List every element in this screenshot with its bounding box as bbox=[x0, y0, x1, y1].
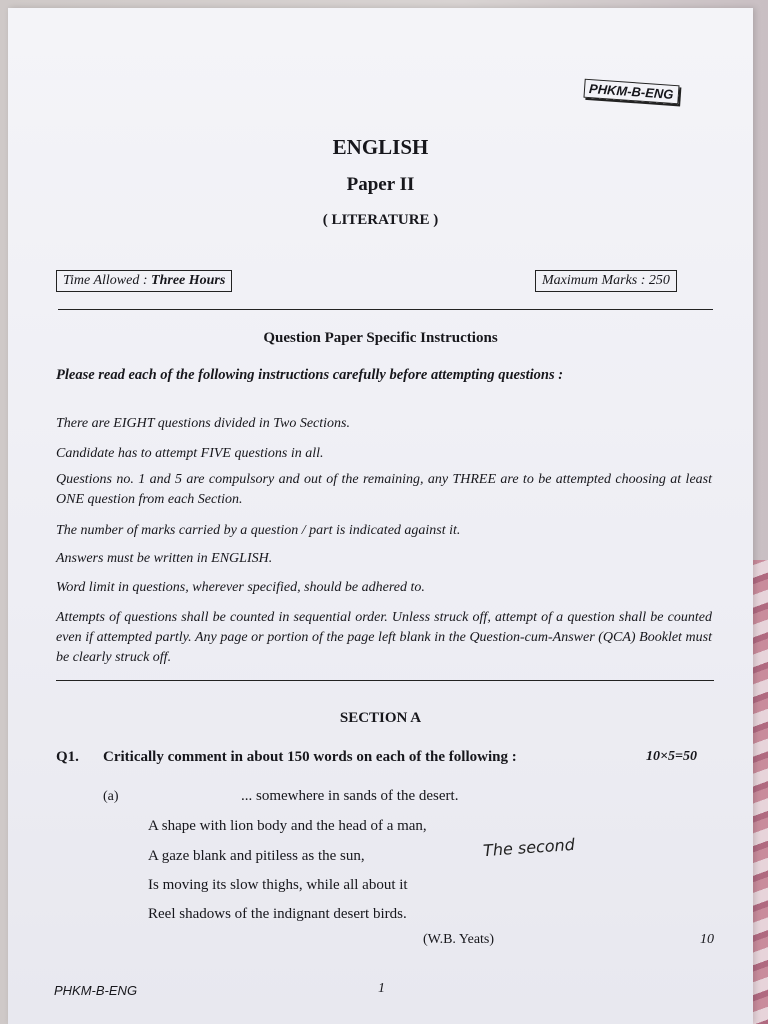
instructions-intro: Please read each of the following instructions carefully before attempting questions : bbox=[56, 367, 564, 383]
time-allowed-box bbox=[56, 270, 232, 292]
instruction-item: Attempts of questions shall be counted in sequential order. Unless struck off, attempt of a question shall be counted even if attempted partly. Any page or portion of the page left blank in the Question-cum-Answer (QCA) Booklet must be clearly struck off. bbox=[56, 610, 712, 665]
instruction-item: Candidate has to attempt FIVE questions in all. bbox=[56, 446, 324, 461]
instructions-heading: Question Paper Specific Instructions bbox=[263, 330, 498, 346]
paper-type: ( LITERATURE ) bbox=[322, 212, 439, 228]
question-marks: 10×5=50 bbox=[646, 749, 697, 764]
part-label: (a) bbox=[103, 789, 119, 804]
poem-line: A shape with lion body and the head of a man, bbox=[148, 818, 427, 834]
handwritten-note: The second bbox=[482, 834, 576, 861]
instruction-item: Word limit in questions, wherever specified, should be adhered to. bbox=[56, 580, 425, 595]
header-divider bbox=[58, 309, 713, 310]
paper-number: Paper II bbox=[346, 174, 415, 195]
part-marks: 10 bbox=[700, 932, 714, 947]
subject-title: ENGLISH bbox=[332, 135, 429, 159]
section-title: SECTION A bbox=[339, 710, 422, 726]
maximum-marks-box bbox=[535, 270, 677, 292]
poem-attribution: (W.B. Yeats) bbox=[423, 932, 495, 947]
instructions-divider bbox=[56, 680, 714, 681]
marks-label: Maximum Marks : bbox=[542, 273, 649, 288]
poem-line: A gaze blank and pitiless as the sun, bbox=[148, 848, 365, 864]
instruction-item: There are EIGHT questions divided in Two Sections. bbox=[56, 416, 350, 431]
poem-line: ... somewhere in sands of the desert. bbox=[241, 788, 459, 804]
poem-line: Is moving its slow thighs, while all about it bbox=[148, 877, 408, 893]
poem-line: Reel shadows of the indignant desert birds. bbox=[148, 906, 407, 922]
footer-paper-code: PHKM-B-ENG bbox=[54, 983, 138, 998]
marks-value: 250 bbox=[648, 273, 670, 288]
paper-code-box: PHKM-B-ENG bbox=[583, 79, 679, 105]
instruction-item: Questions no. 1 and 5 are compulsory and out of the remaining, any THREE are to be attempted choosing at least ONE question from each Section. bbox=[56, 472, 712, 507]
page-number: 1 bbox=[378, 981, 385, 996]
question-text: Critically comment in about 150 words on each of the following : bbox=[103, 749, 517, 765]
time-label: Time Allowed : bbox=[63, 273, 152, 288]
instruction-item: The number of marks carried by a question / part is indicated against it. bbox=[56, 523, 461, 538]
time-value: Three Hours bbox=[151, 273, 226, 288]
instruction-item: Answers must be written in ENGLISH. bbox=[56, 551, 273, 566]
exam-paper-sheet bbox=[8, 8, 753, 1024]
question-number: Q1. bbox=[56, 749, 79, 765]
